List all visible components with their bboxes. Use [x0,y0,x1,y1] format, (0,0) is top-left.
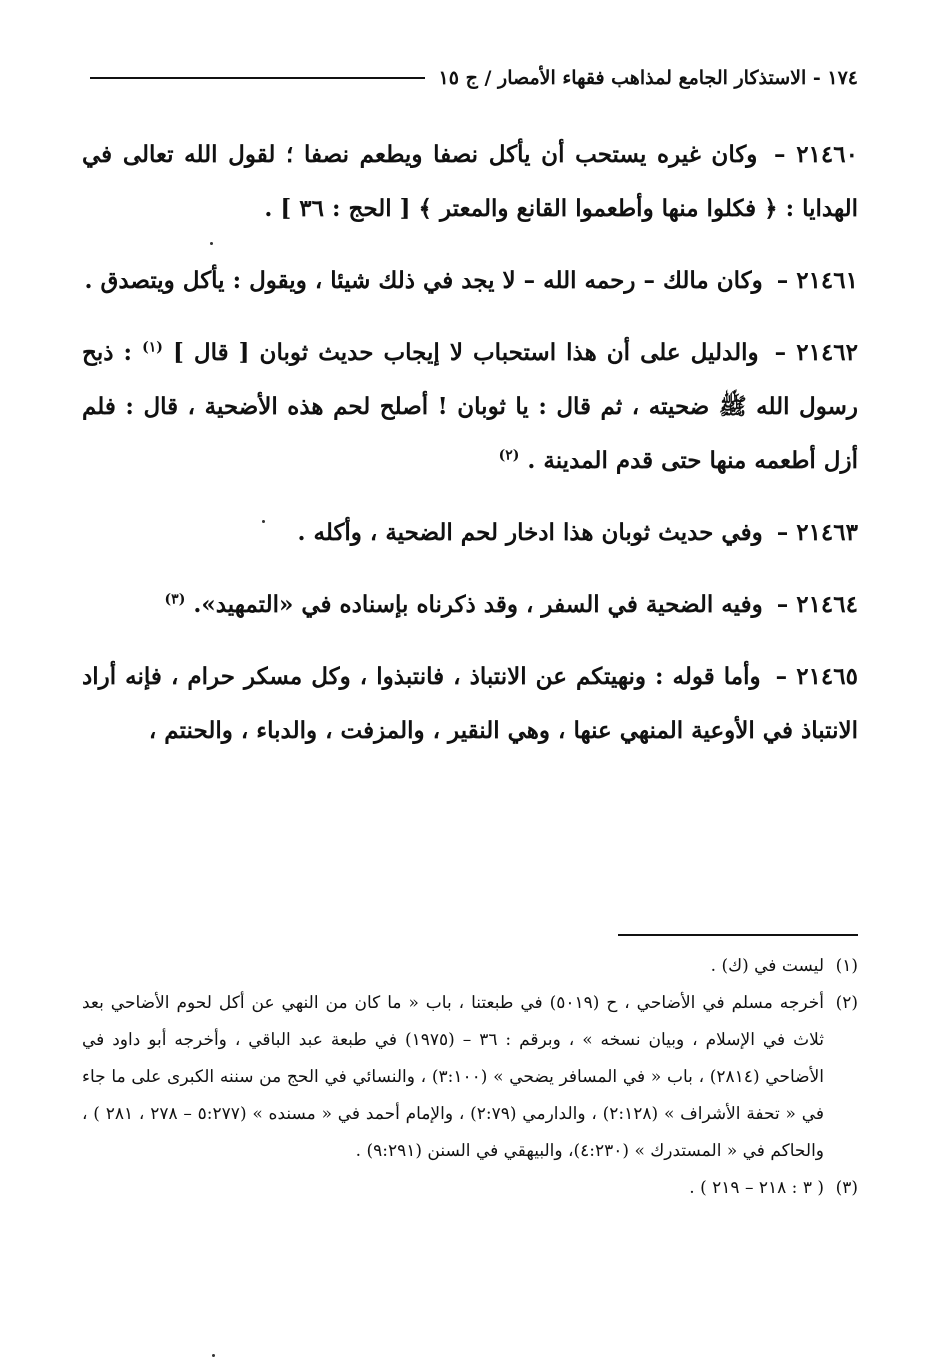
paragraph-number: ٢١٤٦٠ – [774,141,858,168]
paragraph-21464 [82,578,858,632]
footnote-3 [82,1170,858,1207]
paragraph-21460 [82,128,858,236]
paragraph-21465 [82,650,858,758]
page-header-title: ١٧٤ - الاستذكار الجامع لمذاهب فقهاء الأمصار / ج ١٥ [438,67,858,89]
paragraph-text: وفي حديث ثوبان هذا ادخار لحم الضحية ، وأكله . [297,519,763,546]
paragraph-text: وفيه الضحية في السفر ، وقد ذكرناه بإسناده في «التمهيد». [193,591,763,618]
footnote-number: (١) [835,956,858,976]
paragraph-21463 [82,506,858,560]
header-rule [90,77,425,79]
paragraph-21462 [82,326,858,488]
footnote-number: (٢) [835,993,858,1013]
footnote-ref-2: (٢) [498,447,520,464]
paragraph-number: ٢١٤٦٣ – [776,519,858,546]
footnote-2 [82,985,858,1170]
page-header [90,60,858,96]
paragraph-number: ٢١٤٦١ – [776,267,858,294]
paragraph-number: ٢١٤٦٢ – [774,339,859,366]
footnote-text: ( ٣ : ٢١٨ – ٢١٩ ) . [689,1178,824,1198]
paragraph-text: وأما قوله : ونهيتكم عن الانتباذ ، فانتبذوا ، وكل مسكر حرام ، فإنه أراد الانتباذ في الأوعية المنهي عنها ، وهي النقير ، والمزفت ، والدباء ، والحنتم ، [82,663,858,744]
footnote-ref-1: (١) [142,339,163,356]
scan-speck [212,1354,215,1357]
scan-speck [262,520,265,523]
footnotes [82,948,858,1207]
paragraph-text: والدليل على أن هذا استحباب لا إيجاب حديث ثوبان [ قال ] [172,339,759,366]
main-text [82,128,858,776]
footnote-1 [82,948,858,985]
footnote-ref-3: (٣) [164,591,186,608]
paragraph-text: وكان غيره يستحب أن يأكل نصفا ويطعم نصفا ؛ لقول الله تعالى في الهدايا : ﴿ فكلوا منها وأطعموا القانع والمعتر ﴾ [ الحج : ٣٦ ] . [82,141,858,222]
footnote-separator [618,934,858,936]
paragraph-text: وكان مالك – رحمه الله – لا يجد في ذلك شيئا ، ويقول : يأكل ويتصدق . [84,267,763,294]
scan-speck [210,242,213,245]
paragraph-text-continued: : ذبح رسول الله ﷺ ضحيته ، ثم قال : يا ثوبان ! أصلح لحم هذه الأضحية ، قال : فلم أزل أطعمه منها حتى قدم المدينة . [82,339,858,474]
paragraph-number: ٢١٤٦٤ – [776,591,858,618]
paragraph-21461 [82,254,858,308]
paragraph-number: ٢١٤٦٥ – [775,663,858,690]
footnote-text: أخرجه مسلم في الأضاحي ، ح (٥٠١٩) في طبعتنا ، باب « ما كان من النهي عن أكل لحوم الأضاحي بعد ثلاث في الإسلام ، وبيان نسخه » ، وبرقم : ٣٦ – (١٩٧٥) في طبعة عبد الباقي ، وأخرجه أبو داود في الأضاحي (٢٨١٤) ، باب « في المسافر يضحي » (٣:١٠٠) ، والنسائي في الحج من سننه الكبرى على ما جاء في « تحفة الأشراف » (٢:١٢٨) ، والدارمي (٢:٧٩) ، والإمام أحمد في « مسنده » (٥:٢٧٧ – ٢٧٨ ، ٢٨١ ) ، والحاكم في « المستدرك » (٤:٢٣٠)، والبيهقي في السنن (٩:٢٩١) . [82,993,825,1161]
footnote-text: ليست في (ك) . [710,956,824,976]
footnote-number: (٣) [835,1178,858,1198]
